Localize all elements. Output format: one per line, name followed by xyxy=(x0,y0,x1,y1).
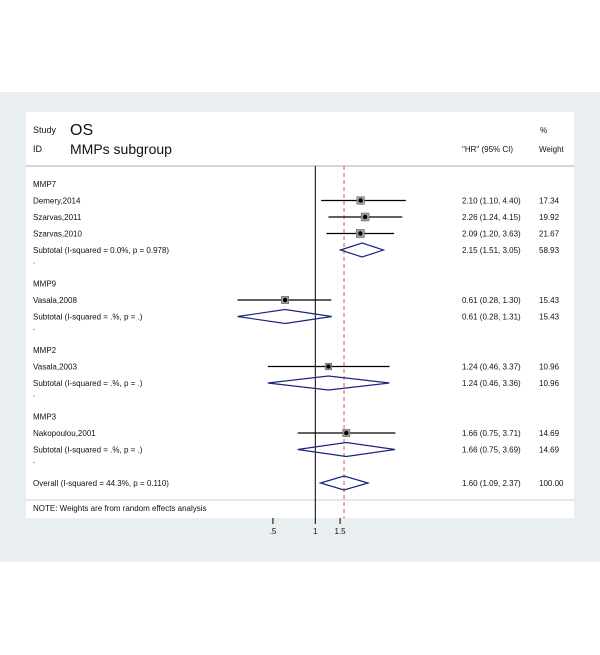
group-label: MMP3 xyxy=(33,412,57,422)
hr-ci-value: 1.60 (1.09, 2.37) xyxy=(462,479,521,488)
point-estimate xyxy=(283,298,287,302)
weight-value: 21.67 xyxy=(539,229,560,239)
study-label: Szarvas,2011 xyxy=(33,213,82,222)
study-column-header: Study xyxy=(33,125,57,135)
weight-value: 15.43 xyxy=(539,312,560,322)
group-label: MMP9 xyxy=(33,279,57,289)
subtotal-label: Subtotal (I-squared = .%, p = .) xyxy=(33,445,143,455)
weight-value: 10.96 xyxy=(539,362,560,372)
study-label: Nakopoulou,2001 xyxy=(33,429,96,438)
x-tick-label: 1.5 xyxy=(334,527,346,536)
point-estimate xyxy=(358,198,362,202)
hr-ci-value: 2.09 (1.20, 3.63) xyxy=(462,229,521,239)
subtotal-label: Subtotal (I-squared = .%, p = .) xyxy=(33,379,143,388)
x-tick-label: .5 xyxy=(269,527,277,536)
point-estimate xyxy=(326,364,330,368)
hr-column-header: "HR" (95% CI) xyxy=(462,145,514,154)
percent-header: % xyxy=(540,126,548,135)
weight-value: 10.96 xyxy=(539,379,560,388)
weight-value: 14.69 xyxy=(539,445,560,455)
weight-value: 58.93 xyxy=(539,246,560,255)
study-label: Vasala,2003 xyxy=(33,362,77,372)
weight-value: 15.43 xyxy=(539,296,560,305)
weight-value: 14.69 xyxy=(539,429,560,438)
point-estimate xyxy=(344,431,348,435)
point-estimate xyxy=(358,231,362,235)
spacer-dot: . xyxy=(33,456,36,465)
hr-ci-value: 2.26 (1.24, 4.15) xyxy=(462,213,521,222)
subtotal-label: Subtotal (I-squared = 0.0%, p = 0.978) xyxy=(33,246,170,255)
group-label: MMP7 xyxy=(33,180,57,189)
spacer-dot: . xyxy=(33,389,36,399)
hr-ci-value: 1.66 (0.75, 3.71) xyxy=(462,429,521,438)
hr-ci-value: 1.24 (0.46, 3.36) xyxy=(462,379,521,388)
weights-note: NOTE: Weights are from random effects analysis xyxy=(33,504,207,513)
hr-ci-value: 0.61 (0.28, 1.30) xyxy=(462,296,521,305)
subtotal-label: Subtotal (I-squared = .%, p = .) xyxy=(33,312,143,322)
point-estimate xyxy=(363,215,367,219)
spacer-dot: . xyxy=(33,323,36,332)
hr-ci-value: 1.66 (0.75, 3.69) xyxy=(462,445,521,455)
hr-ci-value: 2.15 (1.51, 3.05) xyxy=(462,246,521,255)
overall-label: Overall (I-squared = 44.3%, p = 0.110) xyxy=(33,479,169,488)
hr-ci-value: 0.61 (0.28, 1.31) xyxy=(462,312,521,322)
weight-value: 100.00 xyxy=(539,479,564,488)
weight-value: 17.34 xyxy=(539,196,560,206)
chart-title: OS xyxy=(70,122,94,139)
chart-subtitle: MMPs subgroup xyxy=(70,141,172,157)
study-label: Vasala,2008 xyxy=(33,296,77,305)
spacer-dot: . xyxy=(33,256,36,266)
weight-column-header: Weight xyxy=(539,145,564,154)
study-label: Szarvas,2010 xyxy=(33,229,82,239)
hr-ci-value: 1.24 (0.46, 3.37) xyxy=(462,362,521,372)
x-tick-label: 1 xyxy=(313,527,318,536)
study-label: Demery,2014 xyxy=(33,196,81,206)
id-column-header: ID xyxy=(33,144,42,154)
hr-ci-value: 2.10 (1.10, 4.40) xyxy=(462,196,521,206)
weight-value: 19.92 xyxy=(539,213,560,222)
group-label: MMP2 xyxy=(33,346,57,355)
